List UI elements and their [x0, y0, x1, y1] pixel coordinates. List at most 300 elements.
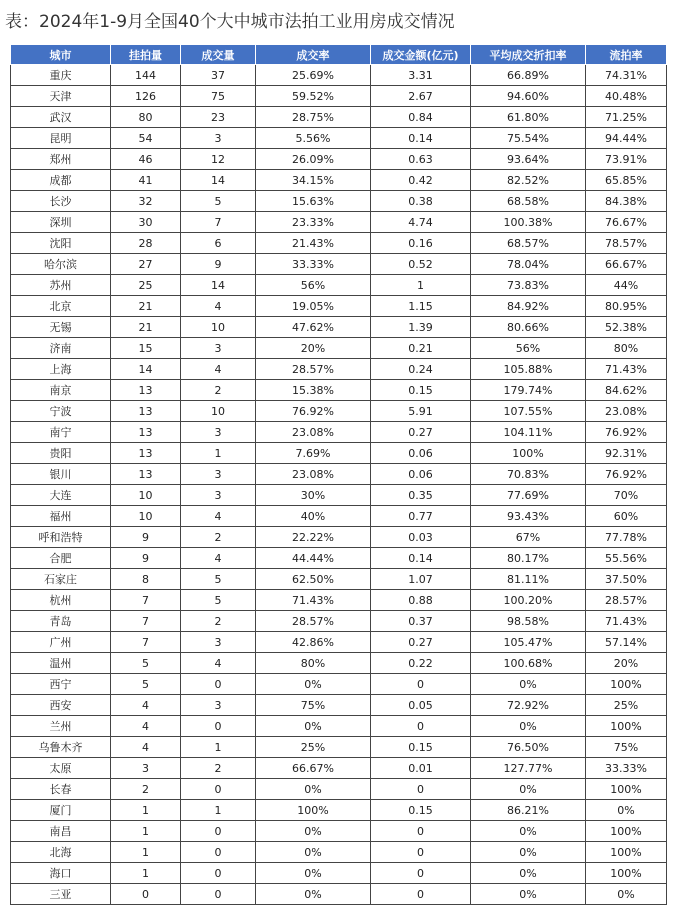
cell-listed: 13 — [111, 422, 181, 443]
cell-sold: 0 — [181, 674, 256, 695]
cell-discount-rate: 76.50% — [471, 737, 586, 758]
cell-amount: 1.07 — [371, 569, 471, 590]
cell-listed: 10 — [111, 485, 181, 506]
cell-listed: 4 — [111, 716, 181, 737]
cell-sale-rate: 0% — [256, 779, 371, 800]
cell-fail-rate: 78.57% — [586, 233, 667, 254]
table-row — [11, 506, 667, 527]
header-fail-rate: 流拍率 — [586, 45, 667, 65]
cell-listed: 13 — [111, 464, 181, 485]
cell-discount-rate: 94.60% — [471, 86, 586, 107]
cell-sold: 3 — [181, 422, 256, 443]
cell-amount: 0.21 — [371, 338, 471, 359]
cell-amount: 0.37 — [371, 611, 471, 632]
cell-sold: 3 — [181, 695, 256, 716]
cell-sold: 0 — [181, 863, 256, 884]
table-row — [11, 527, 667, 548]
cell-city: 三亚 — [11, 884, 111, 905]
cell-fail-rate: 84.38% — [586, 191, 667, 212]
cell-discount-rate: 80.17% — [471, 548, 586, 569]
cell-amount: 0.27 — [371, 632, 471, 653]
cell-sold: 3 — [181, 338, 256, 359]
table-row — [11, 149, 667, 170]
cell-amount: 0.63 — [371, 149, 471, 170]
table-row — [11, 317, 667, 338]
table-row — [11, 107, 667, 128]
cell-sold: 0 — [181, 716, 256, 737]
table-row — [11, 548, 667, 569]
cell-sale-rate: 23.08% — [256, 422, 371, 443]
city-auction-table — [10, 44, 667, 905]
cell-discount-rate: 127.77% — [471, 758, 586, 779]
table-row — [11, 254, 667, 275]
cell-sale-rate: 59.52% — [256, 86, 371, 107]
cell-discount-rate: 0% — [471, 863, 586, 884]
cell-fail-rate: 0% — [586, 800, 667, 821]
cell-city: 太原 — [11, 758, 111, 779]
cell-sale-rate: 19.05% — [256, 296, 371, 317]
cell-discount-rate: 68.58% — [471, 191, 586, 212]
cell-discount-rate: 56% — [471, 338, 586, 359]
cell-sale-rate: 56% — [256, 275, 371, 296]
cell-listed: 7 — [111, 611, 181, 632]
cell-listed: 21 — [111, 296, 181, 317]
table-row — [11, 569, 667, 590]
cell-amount: 1 — [371, 275, 471, 296]
cell-sale-rate: 23.08% — [256, 464, 371, 485]
cell-amount: 0 — [371, 842, 471, 863]
cell-amount: 0.03 — [371, 527, 471, 548]
table-row — [11, 737, 667, 758]
table-row — [11, 821, 667, 842]
cell-listed: 0 — [111, 884, 181, 905]
cell-fail-rate: 76.67% — [586, 212, 667, 233]
cell-amount: 0.84 — [371, 107, 471, 128]
cell-city: 北海 — [11, 842, 111, 863]
table-row — [11, 380, 667, 401]
cell-sold: 5 — [181, 590, 256, 611]
cell-sold: 12 — [181, 149, 256, 170]
cell-listed: 9 — [111, 527, 181, 548]
cell-city: 北京 — [11, 296, 111, 317]
cell-sold: 4 — [181, 653, 256, 674]
cell-city: 合肥 — [11, 548, 111, 569]
cell-sale-rate: 0% — [256, 716, 371, 737]
cell-fail-rate: 74.31% — [586, 65, 667, 86]
cell-sold: 4 — [181, 506, 256, 527]
cell-sale-rate: 71.43% — [256, 590, 371, 611]
cell-listed: 1 — [111, 863, 181, 884]
cell-fail-rate: 57.14% — [586, 632, 667, 653]
cell-listed: 80 — [111, 107, 181, 128]
cell-sold: 14 — [181, 275, 256, 296]
cell-sale-rate: 42.86% — [256, 632, 371, 653]
cell-discount-rate: 100.68% — [471, 653, 586, 674]
cell-listed: 9 — [111, 548, 181, 569]
table-row — [11, 86, 667, 107]
table-row — [11, 842, 667, 863]
cell-discount-rate: 105.88% — [471, 359, 586, 380]
cell-sold: 1 — [181, 443, 256, 464]
cell-city: 乌鲁木齐 — [11, 737, 111, 758]
table-row — [11, 674, 667, 695]
table-row — [11, 632, 667, 653]
cell-sale-rate: 44.44% — [256, 548, 371, 569]
cell-listed: 32 — [111, 191, 181, 212]
table-row — [11, 884, 667, 905]
cell-city: 福州 — [11, 506, 111, 527]
cell-sold: 2 — [181, 611, 256, 632]
cell-sold: 2 — [181, 527, 256, 548]
cell-fail-rate: 60% — [586, 506, 667, 527]
cell-listed: 144 — [111, 65, 181, 86]
cell-listed: 5 — [111, 674, 181, 695]
cell-city: 无锡 — [11, 317, 111, 338]
cell-discount-rate: 67% — [471, 527, 586, 548]
table-row — [11, 65, 667, 86]
cell-city: 南宁 — [11, 422, 111, 443]
table-row — [11, 443, 667, 464]
cell-city: 青岛 — [11, 611, 111, 632]
cell-sale-rate: 0% — [256, 674, 371, 695]
table-row — [11, 863, 667, 884]
cell-sold: 3 — [181, 632, 256, 653]
cell-listed: 13 — [111, 443, 181, 464]
cell-listed: 4 — [111, 695, 181, 716]
cell-sale-rate: 26.09% — [256, 149, 371, 170]
cell-fail-rate: 37.50% — [586, 569, 667, 590]
cell-city: 哈尔滨 — [11, 254, 111, 275]
cell-sale-rate: 0% — [256, 821, 371, 842]
cell-sold: 4 — [181, 296, 256, 317]
cell-city: 南京 — [11, 380, 111, 401]
cell-sale-rate: 80% — [256, 653, 371, 674]
table-row — [11, 233, 667, 254]
cell-amount: 0.88 — [371, 590, 471, 611]
cell-discount-rate: 77.69% — [471, 485, 586, 506]
cell-amount: 0.14 — [371, 128, 471, 149]
cell-fail-rate: 100% — [586, 821, 667, 842]
cell-sale-rate: 20% — [256, 338, 371, 359]
cell-sale-rate: 62.50% — [256, 569, 371, 590]
cell-amount: 0.77 — [371, 506, 471, 527]
cell-discount-rate: 0% — [471, 716, 586, 737]
cell-listed: 28 — [111, 233, 181, 254]
table-row — [11, 401, 667, 422]
cell-fail-rate: 100% — [586, 779, 667, 800]
cell-city: 兰州 — [11, 716, 111, 737]
table-row — [11, 212, 667, 233]
cell-sold: 0 — [181, 779, 256, 800]
cell-amount: 0.16 — [371, 233, 471, 254]
cell-sale-rate: 33.33% — [256, 254, 371, 275]
cell-amount: 0.52 — [371, 254, 471, 275]
table-row — [11, 296, 667, 317]
cell-discount-rate: 68.57% — [471, 233, 586, 254]
cell-amount: 0.14 — [371, 548, 471, 569]
cell-sale-rate: 76.92% — [256, 401, 371, 422]
cell-fail-rate: 84.62% — [586, 380, 667, 401]
cell-sale-rate: 28.75% — [256, 107, 371, 128]
cell-amount: 3.31 — [371, 65, 471, 86]
cell-discount-rate: 84.92% — [471, 296, 586, 317]
cell-fail-rate: 52.38% — [586, 317, 667, 338]
cell-sold: 3 — [181, 485, 256, 506]
cell-sale-rate: 25.69% — [256, 65, 371, 86]
cell-discount-rate: 0% — [471, 884, 586, 905]
cell-city: 郑州 — [11, 149, 111, 170]
cell-sold: 14 — [181, 170, 256, 191]
cell-sale-rate: 15.38% — [256, 380, 371, 401]
cell-listed: 13 — [111, 380, 181, 401]
cell-discount-rate: 100.38% — [471, 212, 586, 233]
cell-amount: 0 — [371, 884, 471, 905]
cell-sold: 2 — [181, 758, 256, 779]
cell-sale-rate: 0% — [256, 842, 371, 863]
cell-discount-rate: 72.92% — [471, 695, 586, 716]
table-row — [11, 758, 667, 779]
cell-sale-rate: 28.57% — [256, 611, 371, 632]
table-row — [11, 170, 667, 191]
cell-sale-rate: 25% — [256, 737, 371, 758]
cell-sale-rate: 22.22% — [256, 527, 371, 548]
cell-listed: 10 — [111, 506, 181, 527]
cell-discount-rate: 80.66% — [471, 317, 586, 338]
cell-amount: 0.42 — [371, 170, 471, 191]
cell-discount-rate: 93.64% — [471, 149, 586, 170]
cell-city: 石家庄 — [11, 569, 111, 590]
cell-sold: 0 — [181, 842, 256, 863]
cell-sold: 2 — [181, 380, 256, 401]
cell-discount-rate: 75.54% — [471, 128, 586, 149]
cell-amount: 1.39 — [371, 317, 471, 338]
cell-city: 成都 — [11, 170, 111, 191]
cell-discount-rate: 98.58% — [471, 611, 586, 632]
cell-fail-rate: 66.67% — [586, 254, 667, 275]
cell-discount-rate: 0% — [471, 842, 586, 863]
cell-discount-rate: 61.80% — [471, 107, 586, 128]
cell-listed: 126 — [111, 86, 181, 107]
cell-fail-rate: 73.91% — [586, 149, 667, 170]
cell-city: 西宁 — [11, 674, 111, 695]
table-row — [11, 653, 667, 674]
cell-fail-rate: 100% — [586, 863, 667, 884]
table-row — [11, 422, 667, 443]
cell-listed: 41 — [111, 170, 181, 191]
table-row — [11, 359, 667, 380]
cell-city: 银川 — [11, 464, 111, 485]
header-sale-rate: 成交率 — [256, 45, 371, 65]
cell-sale-rate: 21.43% — [256, 233, 371, 254]
cell-sold: 75 — [181, 86, 256, 107]
cell-sold: 7 — [181, 212, 256, 233]
cell-fail-rate: 100% — [586, 716, 667, 737]
cell-sale-rate: 0% — [256, 863, 371, 884]
cell-fail-rate: 65.85% — [586, 170, 667, 191]
cell-discount-rate: 0% — [471, 779, 586, 800]
table-row — [11, 338, 667, 359]
cell-amount: 0.06 — [371, 464, 471, 485]
cell-sale-rate: 66.67% — [256, 758, 371, 779]
cell-fail-rate: 70% — [586, 485, 667, 506]
cell-city: 天津 — [11, 86, 111, 107]
cell-amount: 0.15 — [371, 380, 471, 401]
cell-discount-rate: 78.04% — [471, 254, 586, 275]
cell-sale-rate: 34.15% — [256, 170, 371, 191]
cell-amount: 0.15 — [371, 737, 471, 758]
cell-city: 深圳 — [11, 212, 111, 233]
table-row — [11, 611, 667, 632]
cell-city: 济南 — [11, 338, 111, 359]
cell-discount-rate: 104.11% — [471, 422, 586, 443]
cell-city: 宁波 — [11, 401, 111, 422]
cell-fail-rate: 0% — [586, 884, 667, 905]
cell-city: 西安 — [11, 695, 111, 716]
cell-fail-rate: 33.33% — [586, 758, 667, 779]
table-row — [11, 464, 667, 485]
cell-sale-rate: 15.63% — [256, 191, 371, 212]
cell-sale-rate: 23.33% — [256, 212, 371, 233]
cell-fail-rate: 71.25% — [586, 107, 667, 128]
cell-amount: 0.01 — [371, 758, 471, 779]
table-row — [11, 779, 667, 800]
cell-city: 昆明 — [11, 128, 111, 149]
cell-fail-rate: 80% — [586, 338, 667, 359]
cell-amount: 4.74 — [371, 212, 471, 233]
cell-city: 苏州 — [11, 275, 111, 296]
cell-city: 长春 — [11, 779, 111, 800]
cell-listed: 4 — [111, 737, 181, 758]
cell-amount: 0.35 — [371, 485, 471, 506]
page-title: 表：2024年1-9月全国40个大中城市法拍工业用房成交情况 — [5, 12, 455, 32]
header-listed: 挂拍量 — [111, 45, 181, 65]
cell-sale-rate: 28.57% — [256, 359, 371, 380]
table-row — [11, 128, 667, 149]
cell-fail-rate: 100% — [586, 842, 667, 863]
table-row — [11, 275, 667, 296]
cell-listed: 1 — [111, 821, 181, 842]
cell-discount-rate: 179.74% — [471, 380, 586, 401]
cell-discount-rate: 82.52% — [471, 170, 586, 191]
cell-city: 沈阳 — [11, 233, 111, 254]
cell-city: 重庆 — [11, 65, 111, 86]
cell-amount: 1.15 — [371, 296, 471, 317]
cell-fail-rate: 23.08% — [586, 401, 667, 422]
cell-amount: 0.24 — [371, 359, 471, 380]
cell-listed: 2 — [111, 779, 181, 800]
cell-sale-rate: 30% — [256, 485, 371, 506]
table-row — [11, 716, 667, 737]
cell-amount: 0 — [371, 863, 471, 884]
cell-fail-rate: 76.92% — [586, 422, 667, 443]
cell-listed: 25 — [111, 275, 181, 296]
cell-sold: 6 — [181, 233, 256, 254]
cell-listed: 54 — [111, 128, 181, 149]
cell-listed: 15 — [111, 338, 181, 359]
cell-listed: 21 — [111, 317, 181, 338]
cell-sale-rate: 7.69% — [256, 443, 371, 464]
cell-sale-rate: 0% — [256, 884, 371, 905]
cell-sold: 0 — [181, 884, 256, 905]
cell-amount: 0.06 — [371, 443, 471, 464]
cell-fail-rate: 76.92% — [586, 464, 667, 485]
cell-sale-rate: 75% — [256, 695, 371, 716]
cell-amount: 0 — [371, 674, 471, 695]
cell-fail-rate: 80.95% — [586, 296, 667, 317]
cell-city: 南昌 — [11, 821, 111, 842]
cell-discount-rate: 73.83% — [471, 275, 586, 296]
cell-city: 厦门 — [11, 800, 111, 821]
cell-sold: 0 — [181, 821, 256, 842]
cell-sale-rate: 5.56% — [256, 128, 371, 149]
cell-fail-rate: 20% — [586, 653, 667, 674]
cell-amount: 0.15 — [371, 800, 471, 821]
cell-listed: 13 — [111, 401, 181, 422]
cell-fail-rate: 94.44% — [586, 128, 667, 149]
cell-discount-rate: 70.83% — [471, 464, 586, 485]
cell-amount: 5.91 — [371, 401, 471, 422]
cell-fail-rate: 77.78% — [586, 527, 667, 548]
cell-city: 呼和浩特 — [11, 527, 111, 548]
cell-listed: 1 — [111, 800, 181, 821]
cell-sold: 4 — [181, 359, 256, 380]
cell-city: 杭州 — [11, 590, 111, 611]
cell-discount-rate: 66.89% — [471, 65, 586, 86]
cell-discount-rate: 107.55% — [471, 401, 586, 422]
cell-city: 长沙 — [11, 191, 111, 212]
cell-fail-rate: 100% — [586, 674, 667, 695]
cell-fail-rate: 44% — [586, 275, 667, 296]
cell-city: 大连 — [11, 485, 111, 506]
cell-amount: 0.22 — [371, 653, 471, 674]
cell-sold: 1 — [181, 737, 256, 758]
cell-discount-rate: 0% — [471, 674, 586, 695]
cell-listed: 1 — [111, 842, 181, 863]
cell-listed: 27 — [111, 254, 181, 275]
table-header-row — [11, 45, 667, 65]
data-table-container — [10, 44, 666, 905]
cell-sale-rate: 100% — [256, 800, 371, 821]
cell-fail-rate: 55.56% — [586, 548, 667, 569]
cell-amount: 0.27 — [371, 422, 471, 443]
cell-discount-rate: 100.20% — [471, 590, 586, 611]
cell-discount-rate: 86.21% — [471, 800, 586, 821]
cell-fail-rate: 40.48% — [586, 86, 667, 107]
cell-amount: 0.38 — [371, 191, 471, 212]
cell-listed: 3 — [111, 758, 181, 779]
header-amount: 成交金额(亿元) — [371, 45, 471, 65]
cell-sold: 10 — [181, 401, 256, 422]
cell-sold: 10 — [181, 317, 256, 338]
table-row — [11, 800, 667, 821]
table-body — [11, 65, 667, 905]
cell-fail-rate: 75% — [586, 737, 667, 758]
cell-amount: 0 — [371, 779, 471, 800]
cell-sold: 5 — [181, 191, 256, 212]
cell-listed: 14 — [111, 359, 181, 380]
cell-city: 武汉 — [11, 107, 111, 128]
cell-discount-rate: 93.43% — [471, 506, 586, 527]
cell-discount-rate: 100% — [471, 443, 586, 464]
cell-discount-rate: 0% — [471, 821, 586, 842]
cell-amount: 2.67 — [371, 86, 471, 107]
table-row — [11, 191, 667, 212]
cell-fail-rate: 28.57% — [586, 590, 667, 611]
cell-sold: 3 — [181, 128, 256, 149]
header-discount-rate: 平均成交折扣率 — [471, 45, 586, 65]
cell-sold: 3 — [181, 464, 256, 485]
cell-city: 广州 — [11, 632, 111, 653]
